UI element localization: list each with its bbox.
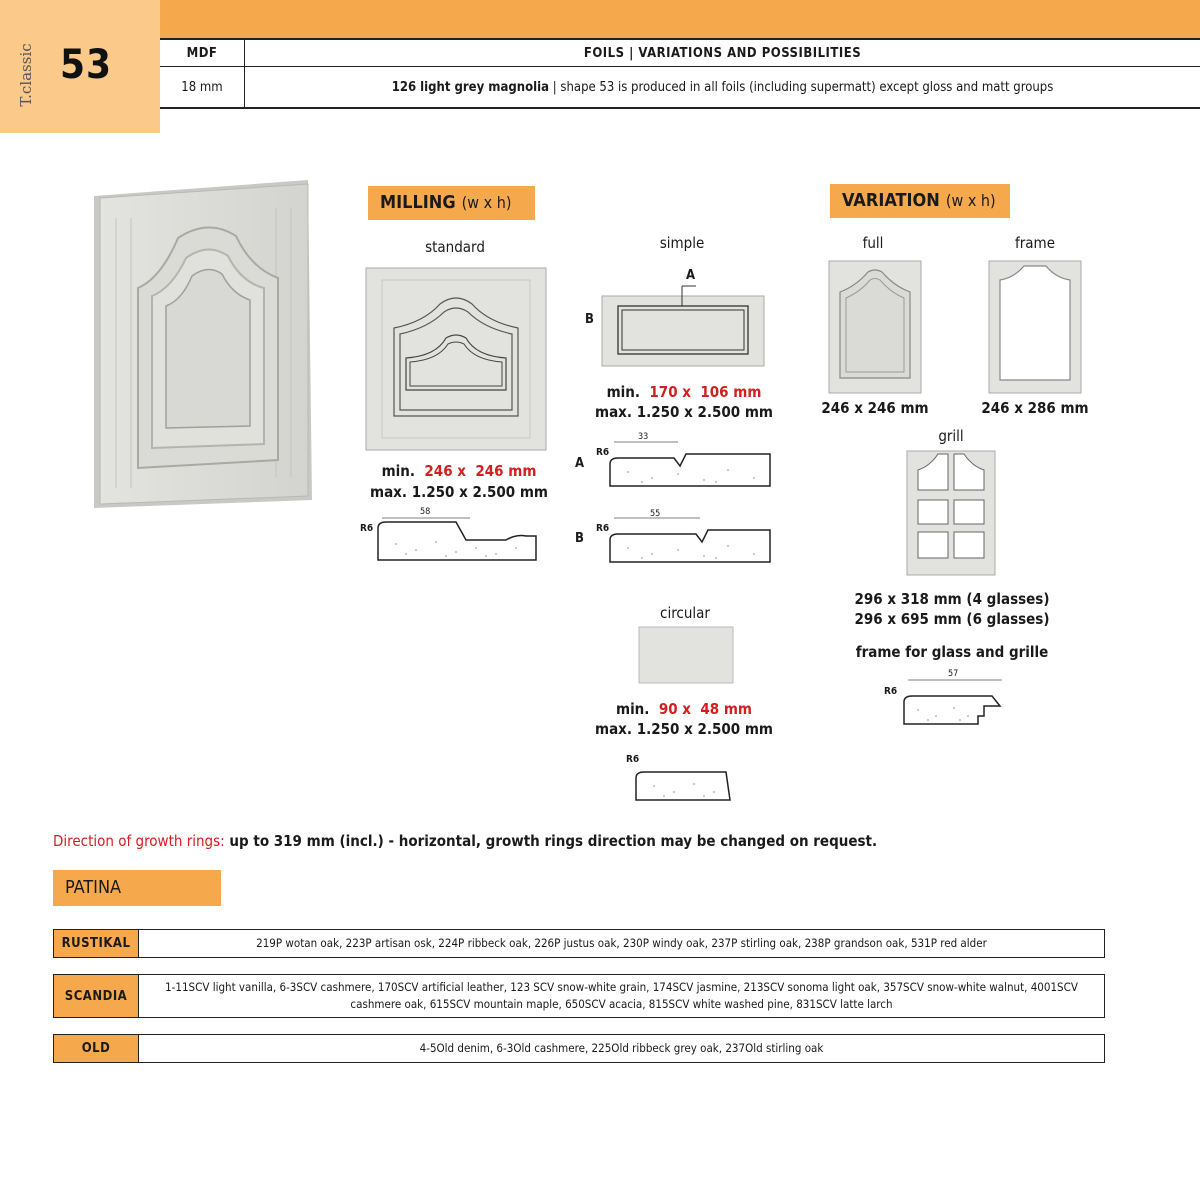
frame-label: frame [1014, 234, 1055, 252]
standard-min-w: 246 x [424, 462, 466, 480]
circular-profile-diagram [634, 762, 734, 804]
growth-rings-label: Direction of growth rings: [53, 832, 225, 850]
spec-col1-header: MDF [160, 40, 245, 67]
patina-key: SCANDIA [54, 975, 139, 1017]
frame-door-image [988, 260, 1082, 396]
full-label: full [862, 234, 884, 252]
spec-foil-bold: 126 light grey magnolia [391, 79, 550, 95]
simple-min-prefix: min. [606, 383, 641, 401]
circular-min-w: 90 x [658, 700, 691, 718]
milling-title [368, 186, 535, 220]
standard-profile-r: R6 [360, 523, 374, 534]
standard-profile-w: 58 [420, 507, 431, 517]
spec-thickness: 18 mm [160, 67, 245, 109]
simple-marker-b: B [585, 312, 594, 327]
simple-min-h: 106 mm [700, 383, 762, 401]
grill-size-6: 296 x 695 mm (6 glasses) [854, 610, 1050, 628]
frame-size: 246 x 286 mm [981, 399, 1089, 417]
circular-profile-r: R6 [626, 754, 640, 765]
simple-profile-b-diagram [608, 516, 774, 566]
standard-max: max. 1.250 x 2.500 mm [370, 483, 548, 501]
simple-marker-a: A [686, 268, 696, 283]
patina-key: OLD [54, 1035, 139, 1062]
standard-label: standard [425, 238, 485, 256]
grill-door-image [906, 450, 996, 576]
growth-rings-note [53, 832, 877, 850]
patina-value: 219P wotan oak, 223P artisan osk, 224P ribbeck oak, 226P justus oak, 230P windy oak, 237P stirling oak, 238P grandson oak, 531P red alder [256, 936, 987, 950]
growth-rings-text: up to 319 mm (incl.) - horizontal, growth rings direction may be changed on request. [224, 832, 878, 850]
simple-profile-a-r: R6 [596, 447, 610, 458]
simple-profile-b-r: R6 [596, 523, 610, 534]
simple-max: max. 1.250 x 2.500 mm [595, 403, 773, 421]
product-code: 53 [60, 42, 113, 88]
frame-glass-profile-diagram [902, 676, 1006, 728]
variation-title-sub: (w x h) [945, 191, 996, 210]
milling-title-sub: (w x h) [461, 193, 512, 212]
door-3d-image [86, 178, 326, 518]
variation-title [830, 184, 1010, 218]
simple-label: simple [659, 234, 705, 252]
full-door-image [828, 260, 922, 396]
spec-foil-rest: | shape 53 is produced in all foils (including supermatt) except gloss and matt groups [549, 79, 1054, 95]
frame-glass-label: frame for glass and grille [855, 643, 1049, 661]
spec-col2-header: FOILS | VARIATIONS AND POSSIBILITIES [245, 40, 1200, 67]
simple-profile-b-w: 55 [650, 509, 661, 519]
simple-door-image [600, 284, 766, 370]
full-size: 246 x 246 mm [821, 399, 929, 417]
standard-door-image [364, 266, 548, 452]
patina-title: PATINA [53, 870, 221, 906]
standard-min-h: 246 mm [475, 462, 537, 480]
patina-row-old [53, 1034, 1105, 1063]
standard-profile-diagram [376, 514, 540, 564]
circular-max: max. 1.250 x 2.500 mm [595, 720, 773, 738]
simple-min [594, 382, 774, 402]
simple-profile-a-w: 33 [638, 432, 649, 442]
standard-min-prefix: min. [381, 462, 416, 480]
patina-row-rustikal [53, 929, 1105, 958]
circular-min [594, 699, 774, 719]
header-bar [160, 0, 1200, 40]
simple-profile-a-label: A [575, 456, 585, 471]
patina-value: 4-5Old denim, 6-3Old cashmere, 225Old ribbeck grey oak, 237Old stirling oak [419, 1041, 824, 1055]
circular-label: circular [660, 604, 710, 622]
frame-glass-profile-r: R6 [884, 686, 898, 697]
circular-min-h: 48 mm [700, 700, 752, 718]
spec-foil [245, 67, 1200, 109]
standard-min [364, 461, 554, 481]
circular-min-prefix: min. [616, 700, 650, 718]
patina-row-scandia [53, 974, 1105, 1018]
simple-profile-a-diagram [608, 440, 774, 490]
milling-title-text: MILLING [380, 192, 456, 213]
grill-label: grill [938, 427, 964, 445]
patina-key: RUSTIKAL [54, 930, 139, 957]
patina-value: 1-11SCV light vanilla, 6-3SCV cashmere, 170SCV artificial leather, 123 SCV snow-white grain, 174SCV jasmine, 213SCV sonoma light oak, 357SCV snow-white walnut, 4001SCV cashmere oak, 615SCV mountain maple, 650SCV acacia, 815SCV white washed pine, 831SCV latte larch [165, 980, 1078, 1011]
frame-glass-profile-w: 57 [948, 669, 959, 679]
simple-profile-b-label: B [575, 531, 584, 546]
spec-table [160, 40, 1200, 109]
circular-door-image [638, 626, 734, 684]
brand-logo: T.classic [17, 43, 35, 107]
grill-size-4: 296 x 318 mm (4 glasses) [854, 590, 1050, 608]
variation-title-text: VARIATION [842, 190, 940, 211]
simple-min-w: 170 x [649, 383, 691, 401]
